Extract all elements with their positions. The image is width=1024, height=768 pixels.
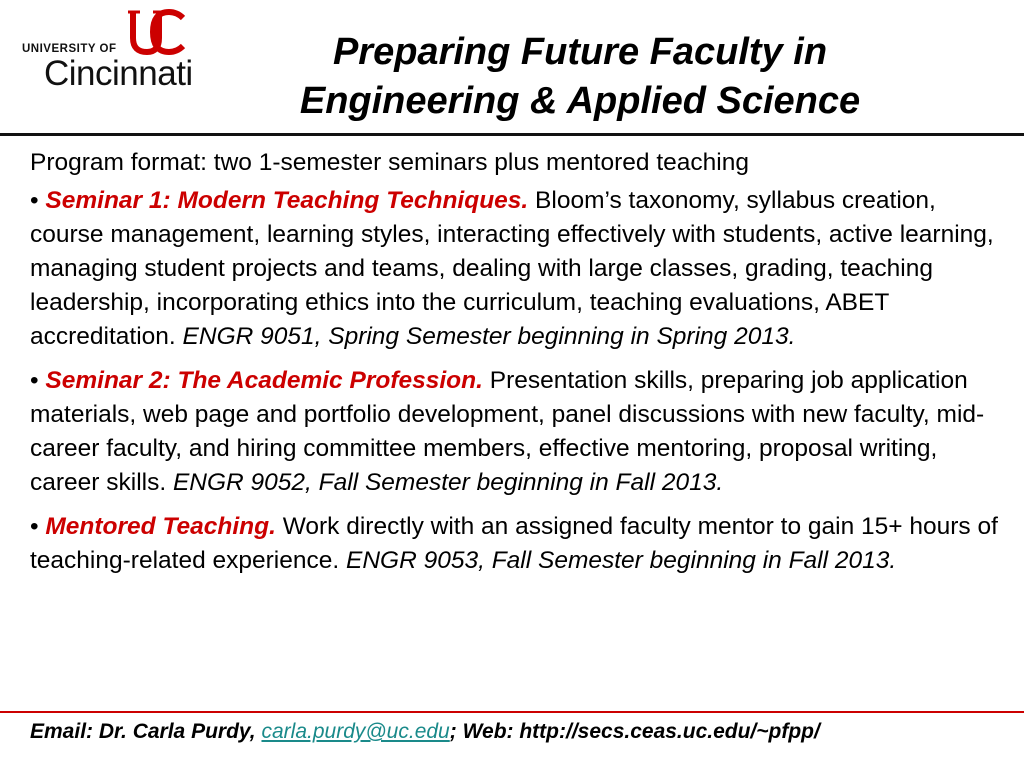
uc-logo	[22, 8, 202, 94]
bullet-marker: •	[30, 513, 39, 540]
footer-contact	[30, 718, 1020, 746]
bullet-course: ENGR 9052, Fall Semester beginning in Fall 2013.	[172, 469, 724, 496]
bullet-heading: Seminar 1: Modern Teaching Techniques.	[45, 187, 529, 214]
bullet-course: ENGR 9051, Spring Semester beginning in Spring 2013.	[182, 323, 796, 350]
footer-divider	[0, 711, 1024, 713]
bullet-mentored-teaching	[30, 510, 1005, 578]
bullet-body: Bloom’s taxonomy, syllabus creation, course management, learning styles, interacting effectively with students, active learning, managing student projects and teams, dealing with large classes, grading, teaching leadership, incorporating ethics into the curriculum, teaching evaluations, ABET accreditation.	[30, 187, 994, 350]
bullet-heading: Seminar 2: The Academic Profession.	[45, 367, 483, 394]
title-line-2: Engineering & Applied Science	[299, 80, 861, 122]
bullet-marker: •	[30, 367, 39, 394]
footer-web: ; Web: http://secs.ceas.uc.edu/~pfpp/	[449, 720, 820, 743]
bullet-course: ENGR 9053, Fall Semester beginning in Fall 2013.	[345, 547, 897, 574]
email-link[interactable]: carla.purdy@uc.edu	[261, 720, 450, 743]
slide-content	[30, 146, 1005, 588]
bullet-marker: •	[30, 187, 39, 214]
bullet-seminar-2	[30, 364, 1005, 500]
uc-logo-mark-icon	[125, 8, 187, 58]
bullet-body: Presentation skills, preparing job application materials, web page and portfolio development, panel discussions with new faculty, mid-career faculty, and hiring committee members, effective mentoring, proposal writing, career skills.	[30, 367, 985, 496]
bullet-heading: Mentored Teaching.	[45, 513, 276, 540]
bullet-seminar-1	[30, 184, 1005, 354]
page-title	[220, 28, 940, 126]
title-line-1: Preparing Future Faculty in	[332, 31, 828, 73]
logo-university-of: UNIVERSITY OF	[22, 43, 117, 55]
footer-email-prefix: Email: Dr. Carla Purdy,	[30, 720, 262, 743]
logo-cincinnati: Cincinnati	[44, 54, 193, 93]
title-divider	[0, 133, 1024, 136]
bullet-body: Work directly with an assigned faculty mentor to gain 15+ hours of teaching-related experience.	[30, 513, 998, 574]
program-format: Program format: two 1-semester seminars plus mentored teaching	[30, 149, 749, 176]
